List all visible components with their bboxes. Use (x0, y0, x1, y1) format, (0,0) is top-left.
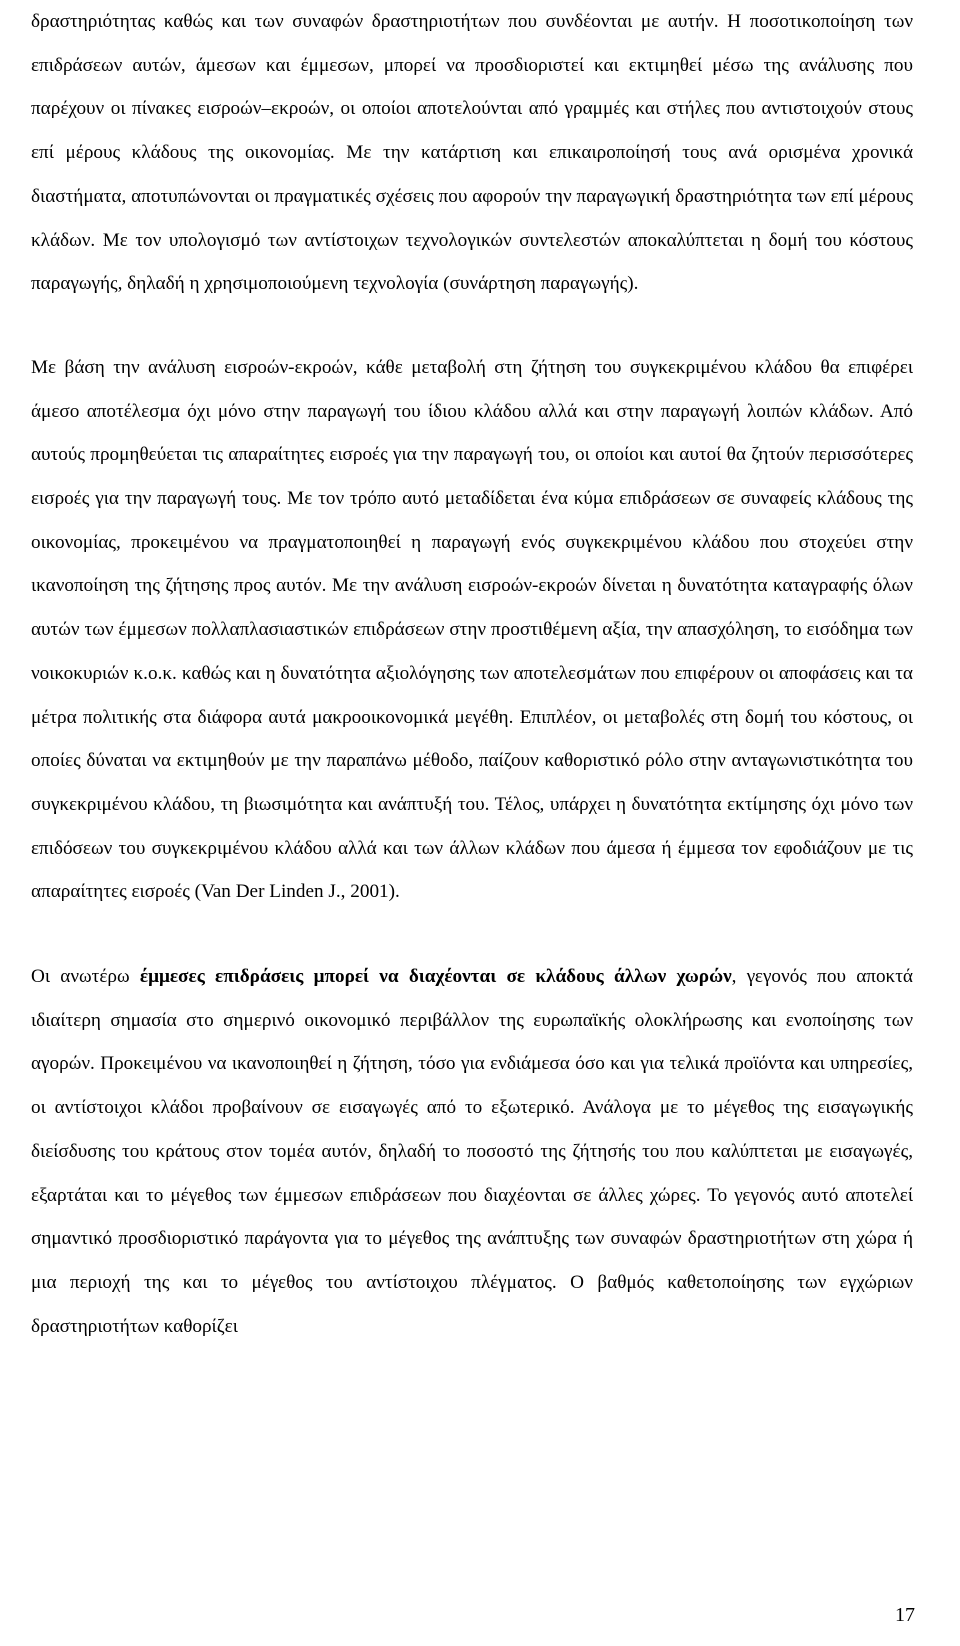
paragraph-3 (31, 955, 913, 1348)
paragraph-3-rest: , γεγονός που αποκτά ιδιαίτερη σημασία στο σημερινό οικονομικό περιβάλλον της ευρωπαϊκής ολοκλήρωσης και ενοποίησης των αγορών. Προκειμένου να ικανοποιηθεί η ζήτηση, τόσο για ενδιάμεσα όσο και για τελικά προϊόντα και υπηρεσίες, οι αντίστοιχοι κλάδοι προβαίνουν σε εισαγωγές από το εξωτερικό. Ανάλογα με το μέγεθος της εισαγωγικής διείσδυσης του κράτους στον τομέα αυτόν, δηλαδή το ποσοστό της ζήτησής του που καλύπτεται με εισαγωγές, εξαρτάται και το μέγεθος των έμμεσων επιδράσεων που διαχέονται σε άλλες χώρες. Το γεγονός αυτό αποτελεί σημαντικό προσδιοριστικό παράγοντα για το μέγεθος της ανάπτυξης των συναφών δραστηριοτήτων στη χώρα ή μια περιοχή της και το μέγεθος του αντίστοιχου πλέγματος. Ο βαθμός καθετοποίησης των εγχώριων δραστηριοτήτων καθορίζει (31, 966, 913, 1337)
paragraph-3-bold-phrase: έμμεσες επιδράσεις μπορεί να διαχέονται σε κλάδους άλλων χωρών (139, 966, 732, 988)
paragraph-1: δραστηριότητας καθώς και των συναφών δραστηριοτήτων που συνδέονται με αυτήν. Η ποσοτικοποίηση των επιδράσεων αυτών, άμεσων και έμμεσων, μπορεί να προσδιοριστεί και εκτιμηθεί μέσω της ανάλυσης που παρέχουν οι πίνακες εισροών–εκροών, οι οποίοι αποτελούνται από γραμμές και στήλες που αντιστοιχούν στους επί μέρους κλάδους της οικονομίας. Με την κατάρτιση και επικαιροποίησή τους ανά ορισμένα χρονικά διαστήματα, αποτυπώνονται οι πραγματικές σχέσεις που αφορούν την παραγωγική δραστηριότητα των επί μέρους κλάδων. Με τον υπολογισμό των αντίστοιχων τεχνολογικών συντελεστών αποκαλύπτεται η δομή του κόστους παραγωγής, δηλαδή η χρησιμοποιούμενη τεχνολογία (συνάρτηση παραγωγής). (31, 11, 913, 295)
paragraph-3-lead: Οι ανωτέρω (31, 966, 140, 988)
document-page (31, 0, 913, 1348)
paragraph-2: Με βάση την ανάλυση εισροών-εκροών, κάθε μεταβολή στη ζήτηση του συγκεκριμένου κλάδου θα επιφέρει άμεσο αποτέλεσμα όχι μόνο στην παραγωγή του ίδιου κλάδου αλλά και στην παραγωγή λοιπών κλάδων. Από αυτούς προμηθεύεται τις απαραίτητες εισροές για την παραγωγή του, οι οποίοι και αυτοί θα ζητούν περισσότερες εισροές για την παραγωγή τους. Με τον τρόπο αυτό μεταδίδεται ένα κύμα επιδράσεων σε συναφείς κλάδους της οικονομίας, προκειμένου να πραγματοποιηθεί η παραγωγή ενός συγκεκριμένου κλάδου που στοχεύει στην ικανοποίηση της ζήτησης προς αυτόν. Με την ανάλυση εισροών-εκροών δίνεται η δυνατότητα καταγραφής όλων αυτών των έμμεσων πολλαπλασιαστικών επιδράσεων στην προστιθέμενη αξία, την απασχόληση, το εισόδημα των νοικοκυριών κ.ο.κ. καθώς και η δυνατότητα αξιολόγησης των αποτελεσμάτων που επιφέρουν οι αποφάσεις και τα μέτρα πολιτικής στα διάφορα αυτά μακροοικονομικά μεγέθη. Επιπλέον, οι μεταβολές στη δομή του κόστους, οι οποίες δύναται να εκτιμηθούν με την παραπάνω μέθοδο, παίζουν καθοριστικό ρόλο στην ανταγωνιστικότητα του συγκεκριμένου κλάδου, τη βιωσιμότητα και ανάπτυξή του. Τέλος, υπάρχει η δυνατότητα εκτίμησης όχι μόνο των επιδόσεων του συγκεκριμένου κλάδου αλλά και των άλλων κλάδων που άμεσα ή έμμεσα τον εφοδιάζουν με τις απαραίτητες εισροές (Van Der Linden J., 2001). (31, 356, 913, 903)
page-number: 17 (895, 1604, 915, 1626)
